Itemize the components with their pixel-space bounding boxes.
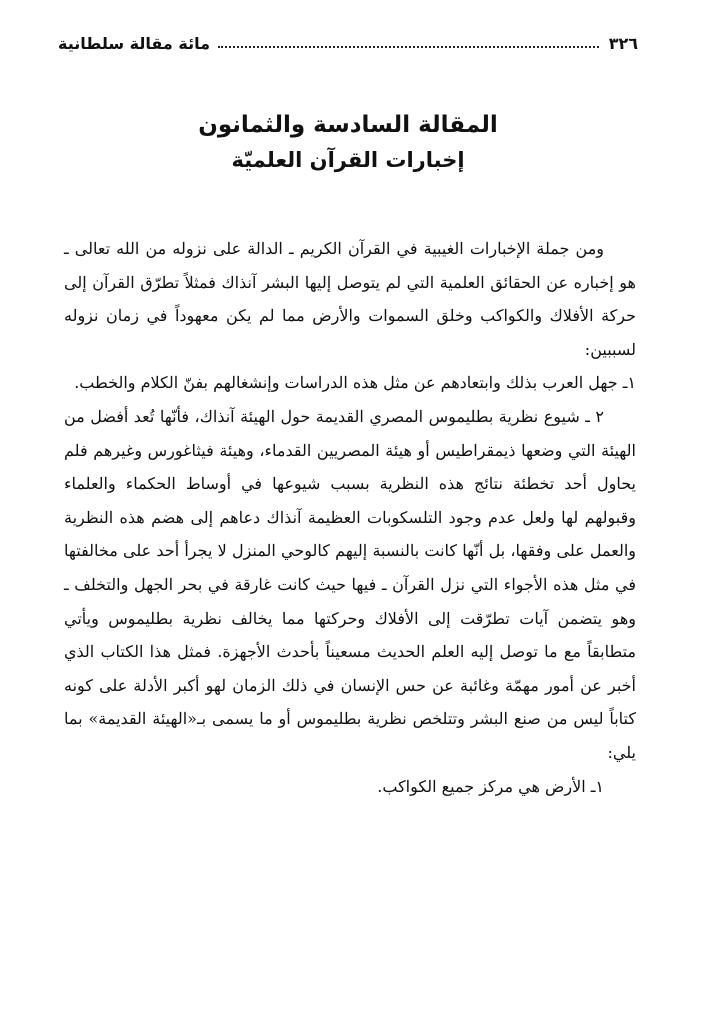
intro-paragraph: ومن جملة الإخبارات الغيبية في القرآن الكريم ـ الدالة على نزوله من الله تعالى ـ هو إخباره عن الحقائق العلمية التي لم يتوصل إليها البشر آنذاك فمثلاً تطرّق القرآن إلى حركة الأفلاك والكواكب وخلق السموات والأرض مما لم يكن معهوداً في زمان نزوله لسببين:: [64, 239, 636, 359]
reason-two-paragraph: ٢ ـ شيوع نظرية بطليموس المصري القديمة حول الهيئة آنذاك، فأنّها تُعد أفضل من الهيئة التي وضعها ذيمقراطيس أو هيئة المصريين القدماء، وهيئة فيثاغورس وغيرهم فلم يحاول أحد تخطئة نتائج هذه النظرية بسبب شيوعها في أوساط الحكماء والعلماء وقبولهم لها ولعل عدم وجود التلسكوبات العظيمة آنذاك دعاهم إلى هضم هذه النظرية والعمل على وفقها، بل أنّها كانت بالنسبة إليهم كالوحي المنزل لا يجرأ أحد على مخالفتها في مثل هذه الأجواء التي نزل القرآن ـ فيها حيث كانت غارقة في بحر الجهل والتخلف ـ وهو يتضمن آيات تطرّقت إلى الأفلاك وحركتها مما يخالف نظرية بطليموس ويأتي متطابقاً مع ما توصل إليه العلم الحديث مسعيناً بأحدث الأجهزة. فمثل هذا الكتاب الذي أخبر عن أمور مهمّة وغائبة عن حس الإنسان في ذلك الزمان لهو أكبر الأدلة على كونه كتاباً ليس من صنع البشر وتتلخص نظرية بطليموس أو ما يسمى بـ«الهيئة القديمة» بما يلي:: [64, 406, 637, 762]
article-body: [64, 232, 636, 803]
book-title: مائة مقالة سلطانية: [58, 33, 211, 53]
article-title: المقالة السادسة والثمانون: [198, 112, 498, 138]
article-subtitle: إخبارات القرآن العلميّة: [231, 148, 465, 172]
ptolemy-point-one: ١ـ الأرض هي مركز جميع الكواكب.: [377, 776, 604, 796]
reason-one-paragraph: ١ـ جهل العرب بذلك وابتعادهم عن مثل هذه الدراسات وإنشغالهم بفنّ الكلام والخطب.: [74, 373, 636, 393]
running-head: [58, 30, 638, 56]
page-number: ٣٢٦: [608, 33, 638, 53]
leader-dots: [218, 46, 599, 48]
